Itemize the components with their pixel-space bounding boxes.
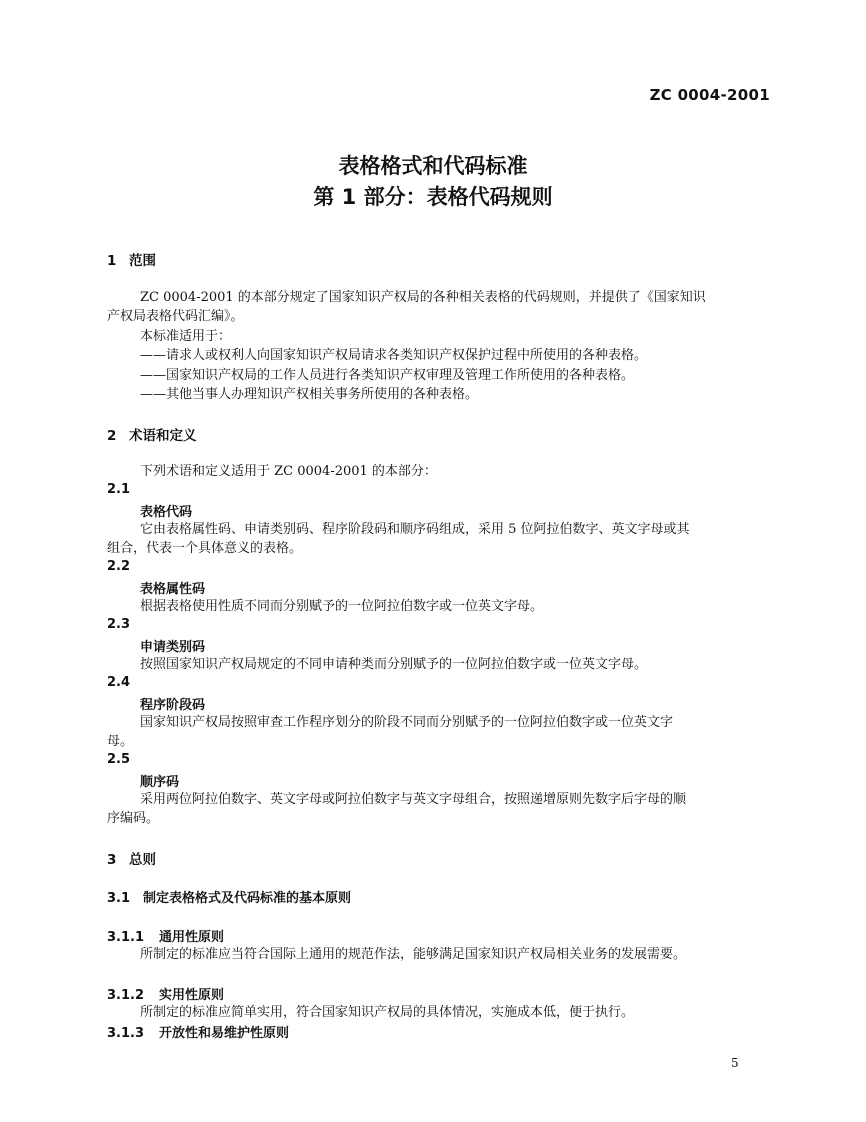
section-2-heading [107, 424, 197, 444]
page-number: 5 [731, 1056, 739, 1070]
list-item: ——其他当事人办理知识产权相关事务所使用的各种表格。 [140, 387, 479, 402]
term-definition: 国家知识产权局按照审查工作程序划分的阶段不同而分别赋予的一位阿拉伯数字或一位英文字 [140, 715, 674, 730]
clause-title: 实用性原则 [159, 988, 225, 1003]
term-number: 2.4 [107, 675, 131, 690]
term-number: 2.3 [107, 617, 131, 632]
clause-number: 3.1.1 [107, 930, 145, 945]
section-1-heading [107, 249, 156, 269]
term-name: 程序阶段码 [140, 698, 206, 713]
term-definition: 根据表格使用性质不同而分别赋予的一位阿拉伯数字或一位英文字母。 [140, 599, 544, 614]
clause-title: 通用性原则 [159, 930, 225, 945]
paragraph: ZC 0004-2001 的本部分规定了国家知识产权局的各种相关表格的代码规则，并提供了《国家知识 [140, 290, 706, 305]
paragraph: 本标准适用于： [140, 329, 232, 344]
section-title: 术语和定义 [129, 428, 197, 444]
paragraph: 所制定的标准应简单实用，符合国家知识产权局的具体情况，实施成本低，便于执行。 [140, 1005, 635, 1020]
clause-3-1-3-heading [107, 1022, 289, 1041]
paragraph: 下列术语和定义适用于 ZC 0004-2001 的本部分： [140, 464, 437, 479]
term-definition-continuation: 母。 [107, 734, 134, 749]
clause-title: 制定表格格式及代码标准的基本原则 [143, 891, 352, 906]
section-3-heading [107, 848, 156, 868]
clause-number: 3.1 [107, 891, 131, 906]
term-name: 顺序码 [140, 775, 180, 790]
section-number: 3 [107, 852, 117, 868]
paragraph-continuation: 产权局表格代码汇编》。 [107, 309, 244, 324]
section-number: 2 [107, 428, 117, 444]
clause-title: 开放性和易维护性原则 [159, 1026, 290, 1041]
term-number: 2.1 [107, 482, 131, 497]
clause-3-1-heading [107, 887, 351, 906]
term-number: 2.2 [107, 559, 131, 574]
term-definition: 它由表格属性码、申请类别码、程序阶段码和顺序码组成，采用 5 位阿拉伯数字、英文字母或其 [140, 522, 690, 537]
document-title: 表格格式和代码标准 [338, 154, 528, 178]
term-name: 表格属性码 [140, 582, 206, 597]
clause-number: 3.1.2 [107, 988, 145, 1003]
section-title: 范围 [129, 253, 156, 269]
clause-number: 3.1.3 [107, 1026, 145, 1041]
term-name: 表格代码 [140, 505, 193, 520]
list-item: ——请求人或权利人向国家知识产权局请求各类知识产权保护过程中所使用的各种表格。 [140, 348, 648, 363]
term-number: 2.5 [107, 752, 131, 767]
term-definition: 按照国家知识产权局规定的不同申请种类而分别赋予的一位阿拉伯数字或一位英文字母。 [140, 657, 648, 672]
term-name: 申请类别码 [140, 640, 206, 655]
clause-3-1-1-heading [107, 926, 224, 945]
paragraph: 所制定的标准应当符合国际上通用的规范作法，能够满足国家知识产权局相关业务的发展需要。 [140, 947, 687, 962]
document-subtitle: 第 1 部分：表格代码规则 [313, 185, 553, 209]
section-title: 总则 [129, 852, 156, 868]
term-definition-continuation: 序编码。 [107, 811, 160, 826]
document-code: ZC 0004-2001 [649, 86, 770, 104]
list-item: ——国家知识产权局的工作人员进行各类知识产权审理及管理工作所使用的各种表格。 [140, 368, 635, 383]
section-number: 1 [107, 253, 117, 269]
term-definition: 采用两位阿拉伯数字、英文字母或阿拉伯数字与英文字母组合，按照递增原则先数字后字母的顺 [140, 792, 687, 807]
clause-3-1-2-heading [107, 984, 224, 1003]
term-definition-continuation: 组合，代表一个具体意义的表格。 [107, 541, 303, 556]
